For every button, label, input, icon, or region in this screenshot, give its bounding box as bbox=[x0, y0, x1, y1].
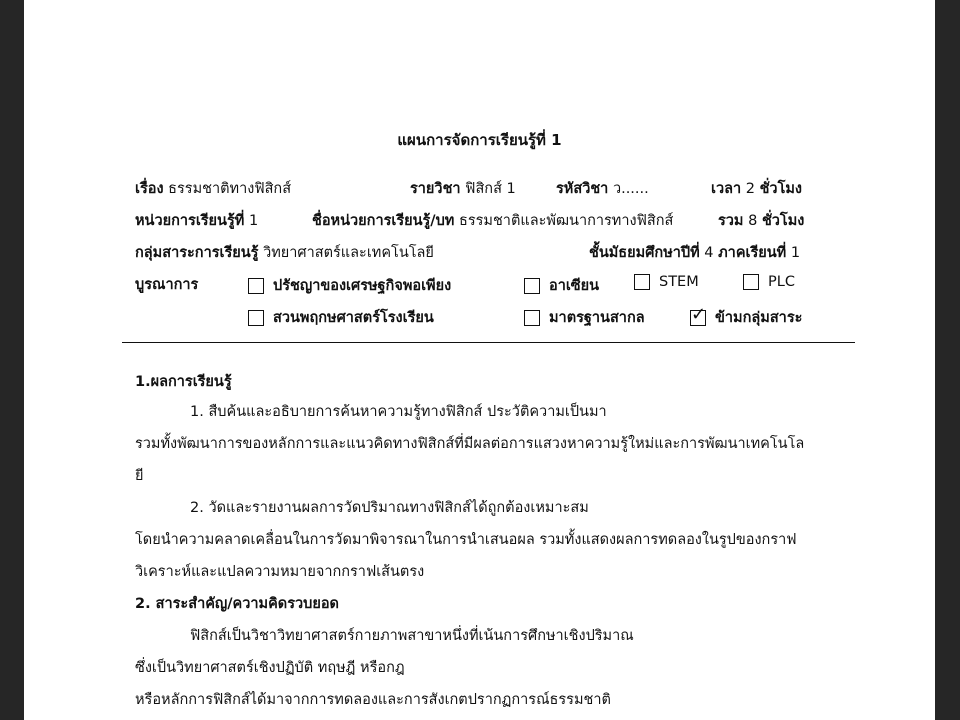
paragraph-line: ซึ่งเป็นวิทยาศาสตร์เชิงปฏิบัติ ทฤษฎี หรือกฎ bbox=[135, 660, 405, 676]
checkbox-international-standard[interactable]: มาตรฐานสากล bbox=[524, 306, 645, 329]
checkbox-box[interactable] bbox=[248, 310, 264, 326]
checkbox-asean[interactable]: อาเซียน bbox=[524, 274, 599, 297]
total-line: รวม 8 ชั่วโมง bbox=[718, 213, 805, 229]
paragraph-line: วิเคราะห์และแปลความหมายจากกราฟเส้นตรง bbox=[135, 564, 425, 580]
unit-name-line: ชื่อหน่วยการเรียนรู้/บท ธรรมชาติและพัฒนาการทางฟิสิกส์ bbox=[312, 213, 674, 229]
group-line: กลุ่มสาระการเรียนรู้ วิทยาศาสตร์และเทคโนโลยี bbox=[135, 245, 434, 261]
paragraph-line: ฟิสิกส์เป็นวิชาวิทยาศาสตร์กายภาพสาขาหนึ่งที่เน้นการศึกษาเชิงปริมาณ bbox=[190, 628, 634, 644]
paragraph-line: 2. วัดและรายงานผลการวัดปริมาณทางฟิสิกส์ได้ถูกต้องเหมาะสม bbox=[190, 500, 589, 516]
divider bbox=[122, 342, 855, 343]
section-2-heading: 2. สาระสำคัญ/ความคิดรวบยอด bbox=[135, 596, 339, 612]
grade-line: ชั้นมัธยมศึกษาปีที่ 4 ภาคเรียนที่ 1 bbox=[589, 245, 801, 261]
integration-label: บูรณาการ bbox=[135, 277, 199, 293]
checkbox-box[interactable] bbox=[743, 274, 759, 290]
checkbox-box[interactable] bbox=[634, 274, 650, 290]
checkbox-box[interactable] bbox=[524, 278, 540, 294]
paragraph-line: หรือหลักการฟิสิกส์ได้มาจากการทดลองและการสังเกตปรากฏการณ์ธรรมชาติ bbox=[135, 692, 611, 708]
paragraph-line: ยี bbox=[135, 468, 144, 484]
document-page bbox=[24, 0, 935, 720]
code-line: รหัสวิชา ว...... bbox=[556, 181, 649, 197]
time-line: เวลา 2 ชั่วโมง bbox=[711, 181, 803, 197]
checkbox-box-checked[interactable] bbox=[690, 310, 706, 326]
section-1-heading: 1.ผลการเรียนรู้ bbox=[135, 374, 232, 390]
checkbox-box[interactable] bbox=[524, 310, 540, 326]
checkbox-cross-subject[interactable]: ✓ ข้ามกลุ่มสาระ bbox=[690, 306, 802, 329]
paragraph-line: รวมทั้งพัฒนาการของหลักการและแนวคิดทางฟิสิกส์ที่มีผลต่อการแสวงหาความรู้ใหม่และการพัฒนาเทคโนโล bbox=[135, 436, 805, 452]
checkbox-stem[interactable]: STEM bbox=[634, 274, 699, 290]
page-title: แผนการจัดการเรียนรู้ที่ 1 bbox=[397, 131, 562, 149]
unit-line: หน่วยการเรียนรู้ที่ 1 bbox=[135, 213, 259, 229]
paragraph-line: 1. สืบค้นและอธิบายการค้นหาความรู้ทางฟิสิกส์ ประวัติความเป็นมา bbox=[190, 404, 607, 420]
topic-line: เรื่อง ธรรมชาติทางฟิสิกส์ bbox=[135, 181, 292, 197]
checkbox-botanical-garden[interactable]: สวนพฤกษศาสตร์โรงเรียน bbox=[248, 306, 434, 329]
subject-line: รายวิชา ฟิสิกส์ 1 bbox=[410, 181, 516, 197]
checkbox-plc[interactable]: PLC bbox=[743, 274, 795, 290]
checkbox-sufficiency-economy[interactable]: ปรัชญาของเศรษฐกิจพอเพียง bbox=[248, 274, 451, 297]
paragraph-line: โดยนำความคลาดเคลื่อนในการวัดมาพิจารณาในการนำเสนอผล รวมทั้งแสดงผลการทดลองในรูปของกราฟ bbox=[135, 532, 797, 548]
checkbox-box[interactable] bbox=[248, 278, 264, 294]
